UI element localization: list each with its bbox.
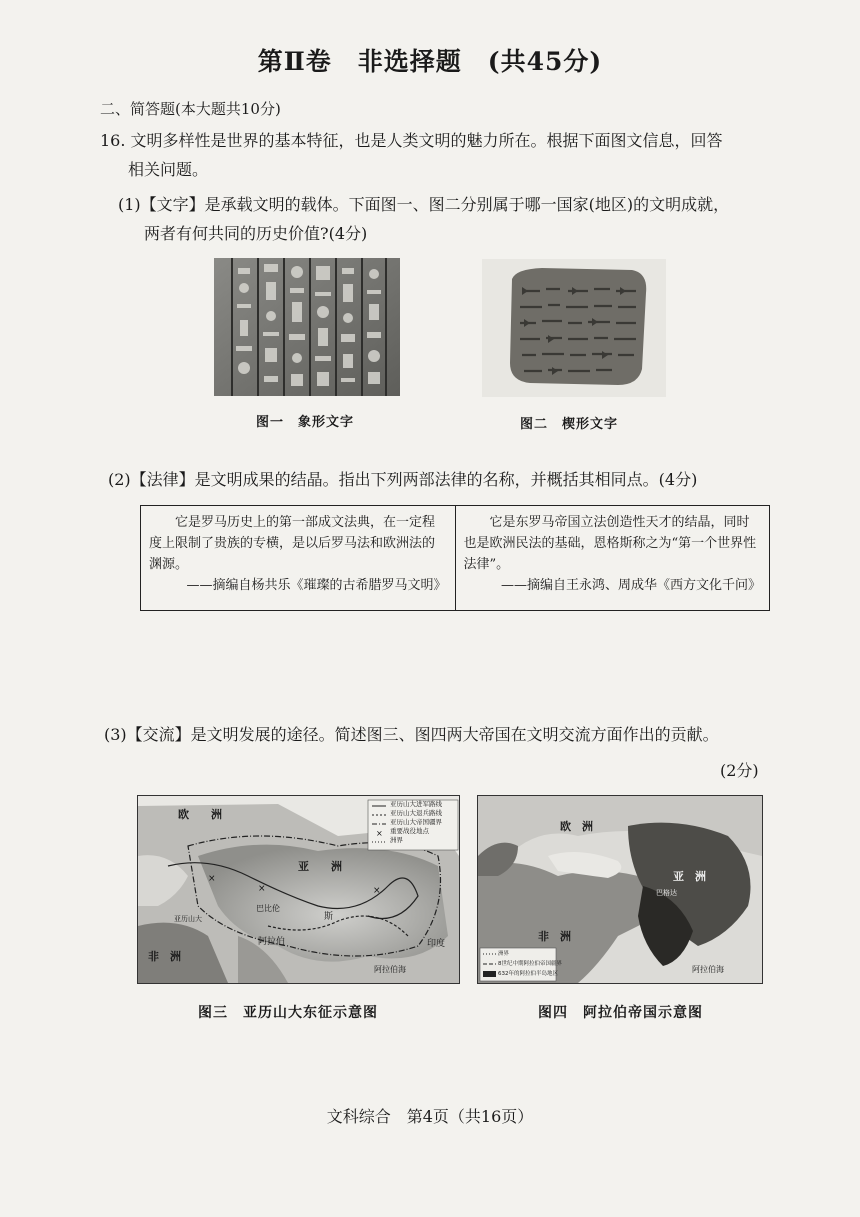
question-16 xyxy=(100,126,780,184)
map2-label-arabian-sea: 阿拉伯海 xyxy=(692,965,724,974)
figure-3-caption: 图三 亚历山大东征示意图 xyxy=(198,1005,378,1021)
quote-right xyxy=(455,506,770,610)
svg-text:×: × xyxy=(258,884,266,894)
map2-label-europe: 欧 洲 xyxy=(560,820,593,833)
part-1-line1: (1)【文字】是承载文明的载体。下面图一、图二分别属于哪一国家(地区)的文明成就， xyxy=(118,195,730,214)
map1-label-africa: 非 洲 xyxy=(148,950,181,963)
page-footer: 文科综合 第4页（共16页） xyxy=(326,1107,534,1126)
map1-label-asia: 亚 洲 xyxy=(298,860,342,873)
map1-label-india: 印度 xyxy=(427,939,446,949)
part-2-prompt: (2)【法律】是文明成果的结晶。指出下列两部法律的名称，并概括其相同点。(4分) xyxy=(108,470,698,489)
map1-label-arabia: 阿拉伯 xyxy=(258,937,286,947)
quote-left xyxy=(141,506,455,610)
quote-left-body: 它是罗马历史上的第一部成文法典，在一定程度上限制了贵族的专横，是以后罗马法和欧洲法的渊源。 xyxy=(149,515,436,572)
map1-label-persia: 斯 xyxy=(324,912,334,922)
map2-label-asia: 亚 洲 xyxy=(673,870,706,883)
quote-right-body: 它是东罗马帝国立法创造性天才的结晶，同时也是欧洲民法的基础，恩格斯称之为“第一个世界性法律”。 xyxy=(463,515,757,572)
map1-label-europe: 欧 洲 xyxy=(178,808,222,821)
quote-left-source: ——摘编自杨共乐《璀璨的古希腊罗马文明》 xyxy=(186,578,447,593)
map1-label-alexandria: 亚历山大 xyxy=(174,915,202,923)
map2-label-africa: 非 洲 xyxy=(538,930,571,943)
svg-text:×: × xyxy=(208,874,216,884)
figure-1-caption: 图一 象形文字 xyxy=(256,415,355,430)
map2-label-baghdad: 巴格达 xyxy=(656,889,677,897)
map1-label-arabian-sea: 阿拉伯海 xyxy=(374,965,406,974)
svg-text:×: × xyxy=(376,829,383,838)
quote-right-source: ——摘编自王永鸿、周成华《西方文化千问》 xyxy=(500,578,761,593)
hieroglyph-image xyxy=(214,258,400,396)
part-1-prompt xyxy=(118,190,788,248)
part-3-prompt: (3)【交流】是文明发展的途径。简述图三、图四两大帝国在文明交流方面作出的贡献。 xyxy=(104,725,719,744)
svg-text:×: × xyxy=(373,886,381,896)
alexander-map xyxy=(137,795,460,984)
arab-empire-map xyxy=(477,795,763,984)
map1-label-babylon: 巴比伦 xyxy=(256,904,280,913)
question-16-line1: 16. 文明多样性是世界的基本特征，也是人类文明的魅力所在。根据下面图文信息，回答 xyxy=(100,131,723,150)
map2-legend: 洲界 8世纪中期阿拉伯帝国疆界 632年的阿拉伯半岛地区 xyxy=(498,951,563,977)
figure-4-caption: 图四 阿拉伯帝国示意图 xyxy=(538,1005,703,1021)
question-16-line2: 相关问题。 xyxy=(128,160,209,179)
cuneiform-tablet-image xyxy=(482,259,666,397)
law-quote-table xyxy=(140,505,770,611)
part-1-line2: 两者有何共同的历史价值?(4分) xyxy=(144,224,368,243)
figure-2-caption: 图二 楔形文字 xyxy=(520,417,619,432)
map1-legend: 亚历山大进军路线 亚历山大退兵路线 亚历山大帝国疆界 重要战役地点 洲界 xyxy=(390,800,442,844)
page-title: 第Ⅱ卷 非选择题 (共45分) xyxy=(257,47,603,76)
section-heading: 二、简答题(本大题共10分) xyxy=(100,100,281,118)
part-3-score: (2分) xyxy=(720,761,759,780)
